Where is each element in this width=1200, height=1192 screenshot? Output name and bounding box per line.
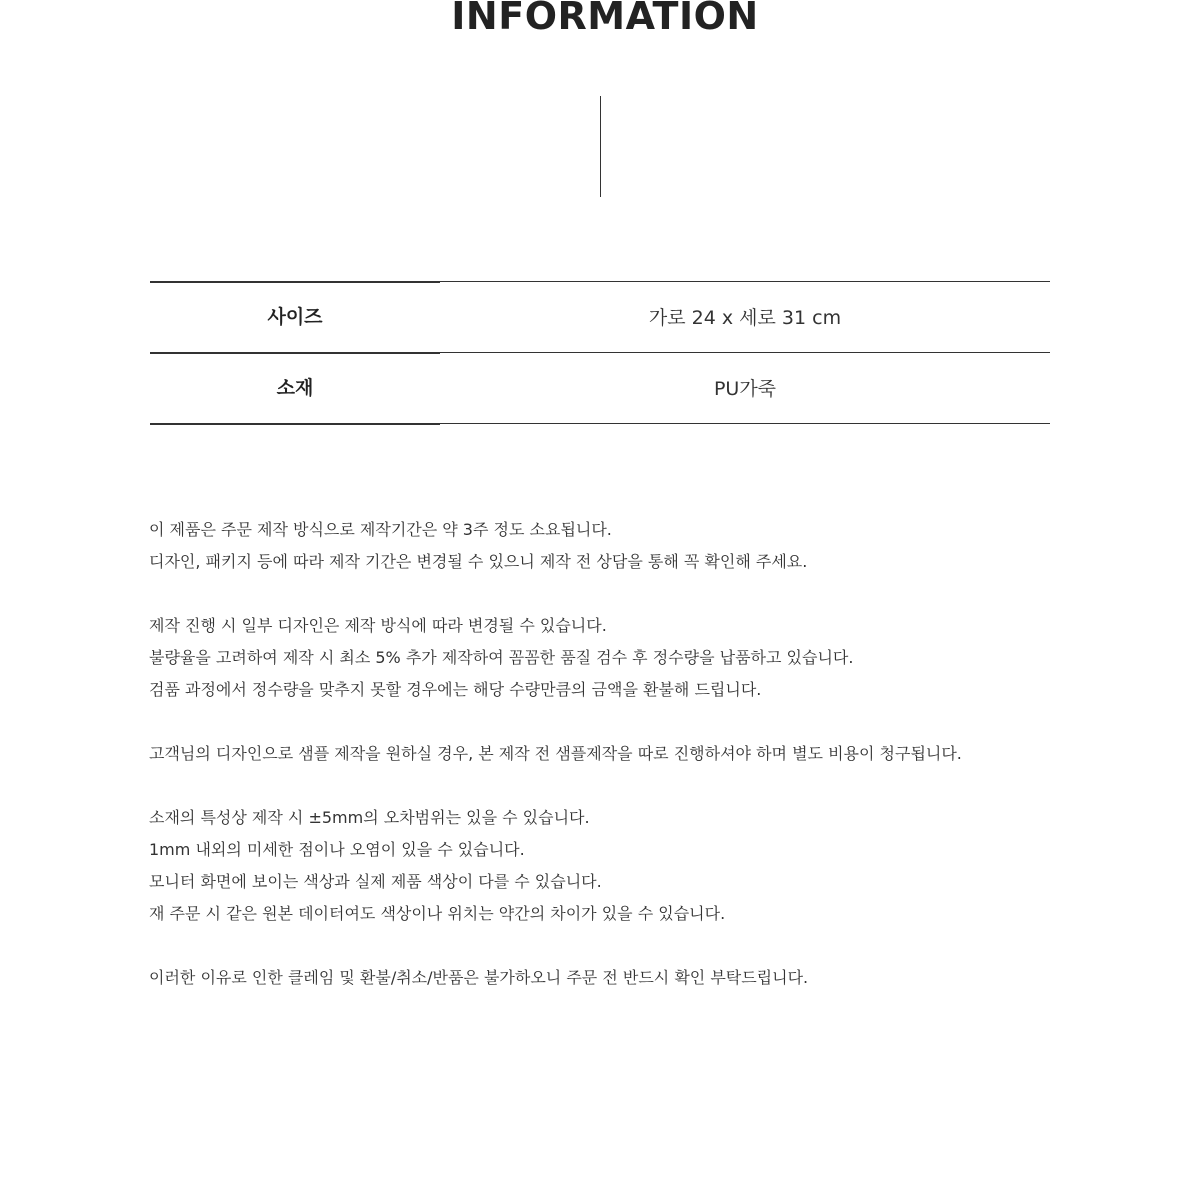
label-rule (150, 423, 440, 425)
note-line: 제작 진행 시 일부 디자인은 제작 방식에 따라 변경될 수 있습니다. (149, 616, 607, 635)
note-line: 소재의 특성상 제작 시 ±5mm의 오차범위는 있을 수 있습니다. (149, 808, 590, 827)
notes-section (149, 514, 1109, 994)
spec-label-material: 소재 (276, 377, 314, 399)
note-line: 이러한 이유로 인한 클레임 및 환불/취소/반품은 불가하오니 주문 전 반드시 확인 부탁드립니다. (149, 968, 809, 987)
vertical-divider (600, 96, 601, 197)
paragraph-gap (149, 770, 1109, 802)
paragraph-gap (149, 706, 1109, 738)
note-line: 재 주문 시 같은 원본 데이터여도 색상이나 위치는 약간의 차이가 있을 수 있습니다. (149, 904, 726, 923)
note-line: 고객님의 디자인으로 샘플 제작을 원하실 경우, 본 제작 전 샘플제작을 따로 진행하셔야 하며 별도 비용이 청구됩니다. (149, 744, 962, 763)
note-line: 모니터 화면에 보이는 색상과 실제 제품 색상이 다를 수 있습니다. (149, 872, 602, 891)
spec-value-size: 가로 24 x 세로 31 cm (648, 307, 842, 329)
spec-table (150, 281, 1050, 424)
spec-row-material (150, 353, 1050, 424)
spec-row-size (150, 282, 1050, 353)
paragraph-gap (149, 930, 1109, 962)
spec-label-size: 사이즈 (267, 306, 323, 328)
paragraph-gap (149, 578, 1109, 610)
note-line: 검품 과정에서 정수량을 맞추지 못할 경우에는 해당 수량만큼의 금액을 환불해 드립니다. (149, 680, 762, 699)
spec-value-material: PU가죽 (713, 378, 777, 400)
note-line: 이 제품은 주문 제작 방식으로 제작기간은 약 3주 정도 소요됩니다. (149, 520, 612, 539)
page-title: INFORMATION (451, 0, 759, 38)
note-line: 1mm 내외의 미세한 점이나 오염이 있을 수 있습니다. (149, 840, 525, 859)
note-line: 불량율을 고려하여 제작 시 최소 5% 추가 제작하여 꼼꼼한 품질 검수 후 정수량을 납품하고 있습니다. (149, 648, 854, 667)
note-line: 디자인, 패키지 등에 따라 제작 기간은 변경될 수 있으니 제작 전 상담을 통해 꼭 확인해 주세요. (149, 552, 808, 571)
